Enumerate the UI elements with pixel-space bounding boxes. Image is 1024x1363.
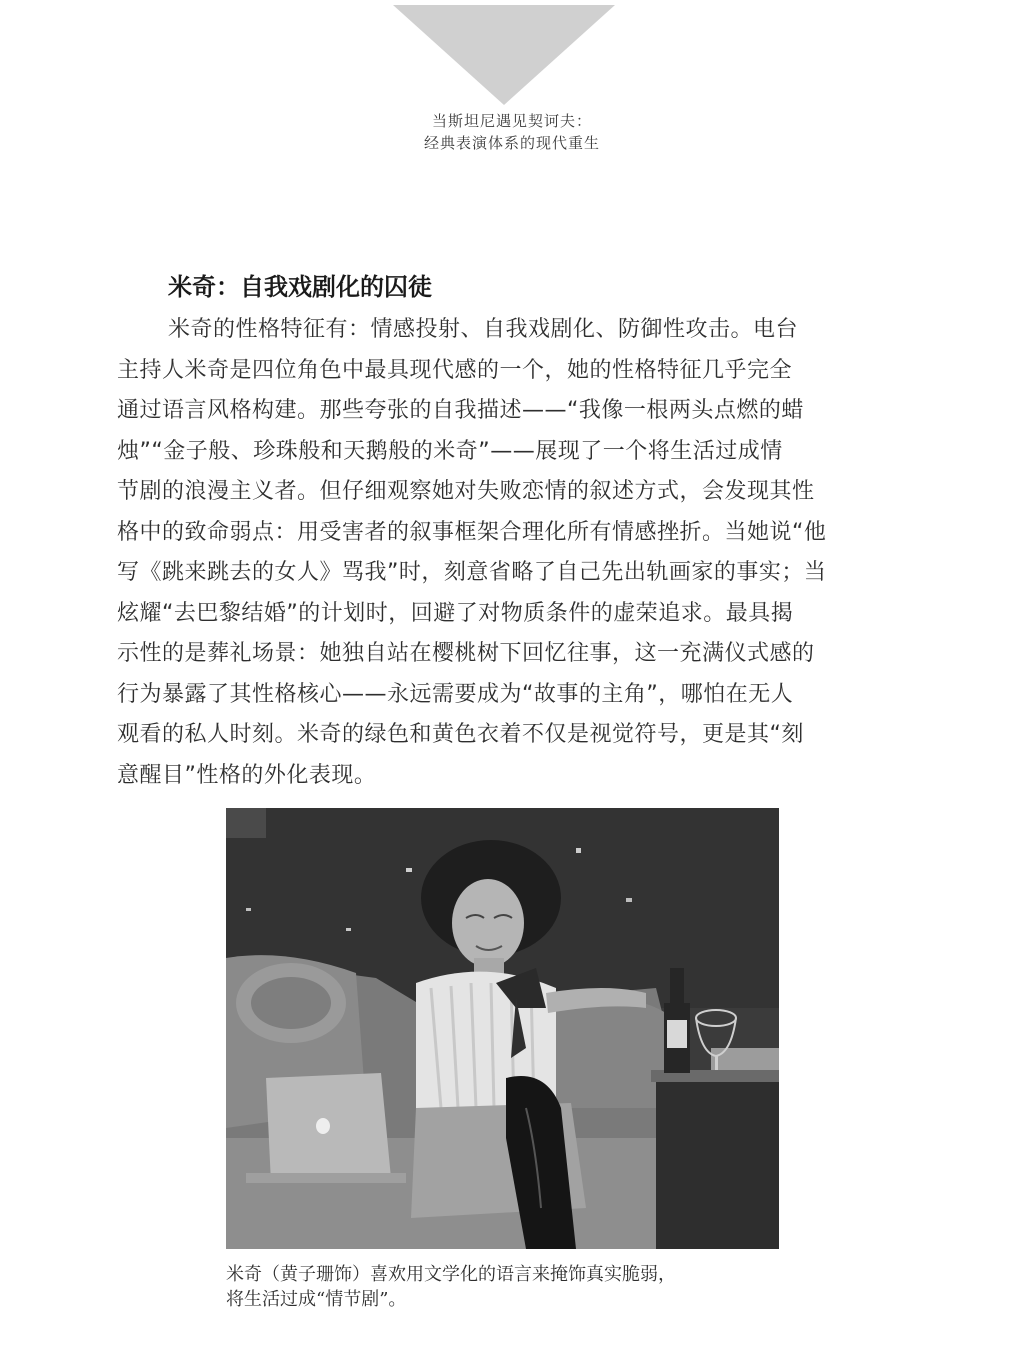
running-header-line-2: 经典表演体系的现代重生 (423, 134, 600, 152)
paragraph-line: 主持人米奇是四位角色中最具现代感的一个，她的性格特征几乎完全 (117, 357, 793, 383)
paragraph-line: 观看的私人时刻。米奇的绿色和黄色衣着不仅是视觉符号，更是其“刻 (117, 722, 804, 747)
caption-line-2: 将生活过成“情节剧”。 (226, 1289, 407, 1310)
caption-line-1: 米奇（黄子珊饰）喜欢用文学化的语言来掩饰真实脆弱， (226, 1264, 676, 1285)
section-title: 米奇：自我戏剧化的囚徒 (168, 273, 432, 301)
stage-photo (226, 808, 779, 1249)
body-paragraph (117, 310, 892, 796)
paragraph-line: 节剧的浪漫主义者。但仔细观察她对失败恋情的叙述方式，会发现其性 (117, 479, 815, 504)
header-triangle-decoration (393, 5, 615, 105)
paragraph-line: 通过语言风格构建。那些夸张的自我描述——“我像一根两头点燃的蜡 (117, 398, 804, 423)
paragraph-line: 示性的是葬礼场景：她独自站在樱桃树下回忆往事，这一充满仪式感的 (117, 641, 815, 666)
paragraph-line: 米奇的性格特征有：情感投射、自我戏剧化、防御性攻击。电台 (168, 317, 799, 342)
paragraph-line: 格中的致命弱点：用受害者的叙事框架合理化所有情感挫折。当她说“他 (117, 519, 827, 545)
paragraph-line: 烛”“金子般、珍珠般和天鹅般的米奇”——展现了一个将生活过成情 (117, 438, 783, 464)
paragraph-line: 行为暴露了其性格核心——永远需要成为“故事的主角”，哪怕在无人 (117, 681, 794, 707)
paragraph-line: 炫耀“去巴黎结婚”的计划时，回避了对物质条件的虚荣追求。最具揭 (117, 600, 794, 626)
paragraph-line: 写《跳来跳去的女人》骂我”时，刻意省略了自己先出轨画家的事实；当 (117, 560, 827, 585)
running-header (312, 110, 712, 154)
photo-caption (226, 1262, 826, 1312)
paragraph-line: 意醒目”性格的外化表现。 (117, 762, 377, 788)
running-header-line-1: 当斯坦尼遇见契诃夫： (431, 112, 592, 130)
